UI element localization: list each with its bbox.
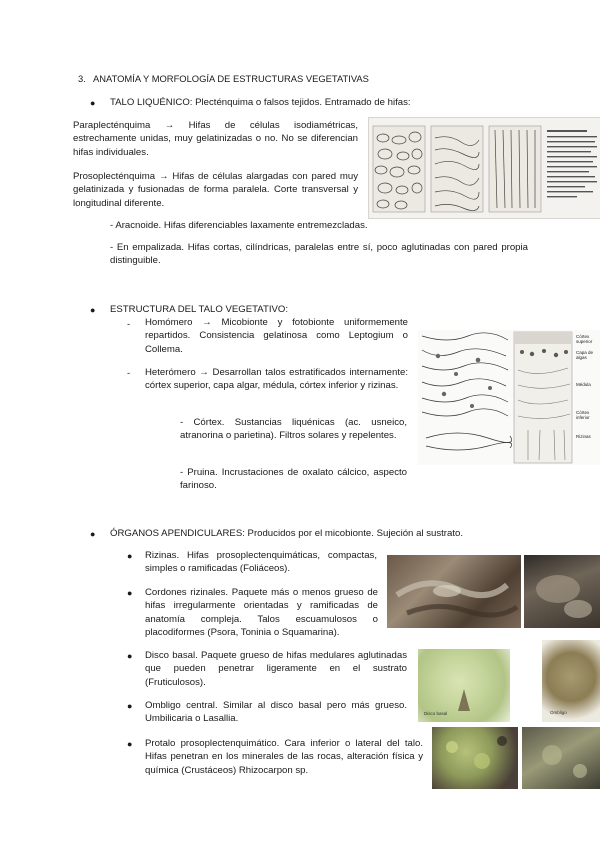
cordones-text: Cordones rizinales. Paquete más o menos grueso de hifas irregularmente orientadas y ramificadas de anatomía compleja. Talos escuamulosos o placodiformes (Psora, Toninia o Squamarina). (145, 587, 378, 638)
plectenchyma-drawing (369, 118, 600, 218)
disco-basal-text: Disco basal. Paquete grueso de hifas medulares aglutinadas que pueden penetrar ligeramente en el sustrato (Fruticulosos). (145, 650, 407, 688)
section-number: 3. (78, 73, 86, 84)
thallus-section-figure (418, 330, 600, 465)
rizinas-photo-shapes (387, 555, 521, 628)
bullet: ● (127, 551, 133, 561)
prosoplectenquima-text: Prosoplecténquima → Hifas de células alargadas con pared muy gelatinizada y fusionadas de forma paralela. Corte transversal y longitudinal diferente. (73, 171, 358, 209)
bullet: ● (127, 739, 133, 749)
protalo-text: Protalo prosoplectenquimático. Cara inferior o lateral del talo. Hifas penetran en los minerales de las rocas, alteración física y química (Crustáceos) Rhizocarpon sp. (145, 738, 423, 776)
fig-label-medula: Médula (576, 382, 591, 387)
cortex-text: - Córtex. Sustancias liquénicas (ac. usneico, atranorina o parietina). Filtros solares y repelentes. (180, 417, 407, 442)
dash: - (127, 319, 131, 330)
talo-heading: TALO LIQUÉNICO: Plecténquima o falsos tejidos. Entramado de hifas: (110, 97, 411, 108)
disco-basal-photo (418, 649, 510, 722)
empalizada-text: - En empalizada. Hifas cortas, cilíndricas, paralelas entre sí, poco aglutinadas con pared propia distinguible. (110, 242, 528, 267)
protalo-photo-1 (432, 727, 518, 789)
protalo-photo-2-shapes (522, 727, 600, 789)
cordones-photo-shapes (524, 555, 600, 628)
fig-label-cortex-inf: Córtex inferior (576, 410, 590, 420)
paraplectenquima-text: Paraplecténquima → Hifas de células isodiamétricas, estrechamente unidas, muy gelatinizadas o no. No se diferencian hifas individuales. (73, 120, 358, 158)
dash: - (127, 368, 131, 379)
bullet: ● (90, 305, 96, 315)
protalo-photo-2 (522, 727, 600, 789)
disco-basal-caption: Disco basal (424, 711, 448, 716)
plectenchyma-figure (368, 117, 600, 219)
bullet: ● (90, 98, 96, 108)
protalo-photo-1-shapes (432, 727, 518, 789)
organos-heading: ÓRGANOS APENDICULARES: Producidos por el micobionte. Sujeción al sustrato. (110, 528, 463, 539)
bullet: ● (127, 588, 133, 598)
fig-label-rizinas: Rizinas (576, 434, 591, 439)
fig-label-algas: Capa de algas (576, 350, 594, 360)
heteromero-text: Heterómero → Desarrollan talos estratificados internamente: córtex superior, capa algar, médula, córtex inferior y rizinas. (145, 367, 408, 392)
bullet: ● (127, 651, 133, 661)
pruina-text: - Pruina. Incrustaciones de oxalato cálcico, aspecto farinoso. (180, 467, 407, 492)
rizinas-text: Rizinas. Hifas prosoplectenquimáticas, compactas, simples o ramificadas (Foliáceos). (145, 550, 377, 575)
fig-label-cortex-sup: Córtex superior (576, 334, 593, 344)
cordones-photo (524, 555, 600, 628)
homomero-text: Homómero → Micobionte y fotobionte uniformemente repartidos. Consistencia gelatinosa como Leptogium o Collema. (145, 317, 408, 355)
ombligo-caption: Ombligo (550, 710, 567, 715)
section-title: ANATOMÍA Y MORFOLOGÍA DE ESTRUCTURAS VEGETATIVAS (93, 73, 369, 84)
ombligo-photo (542, 640, 600, 722)
ombligo-text: Ombligo central. Similar al disco basal pero más grueso. Umbilicaria o Lasallia. (145, 700, 407, 725)
bullet: ● (127, 701, 133, 711)
bullet: ● (90, 529, 96, 539)
rizinas-photo (387, 555, 521, 628)
thallus-section-drawing (418, 330, 600, 465)
aracnoide-text: - Aracnoide. Hifas diferenciables laxamente entremezcladas. (110, 220, 368, 231)
estructura-heading: ESTRUCTURA DEL TALO VEGETATIVO: (110, 304, 289, 315)
